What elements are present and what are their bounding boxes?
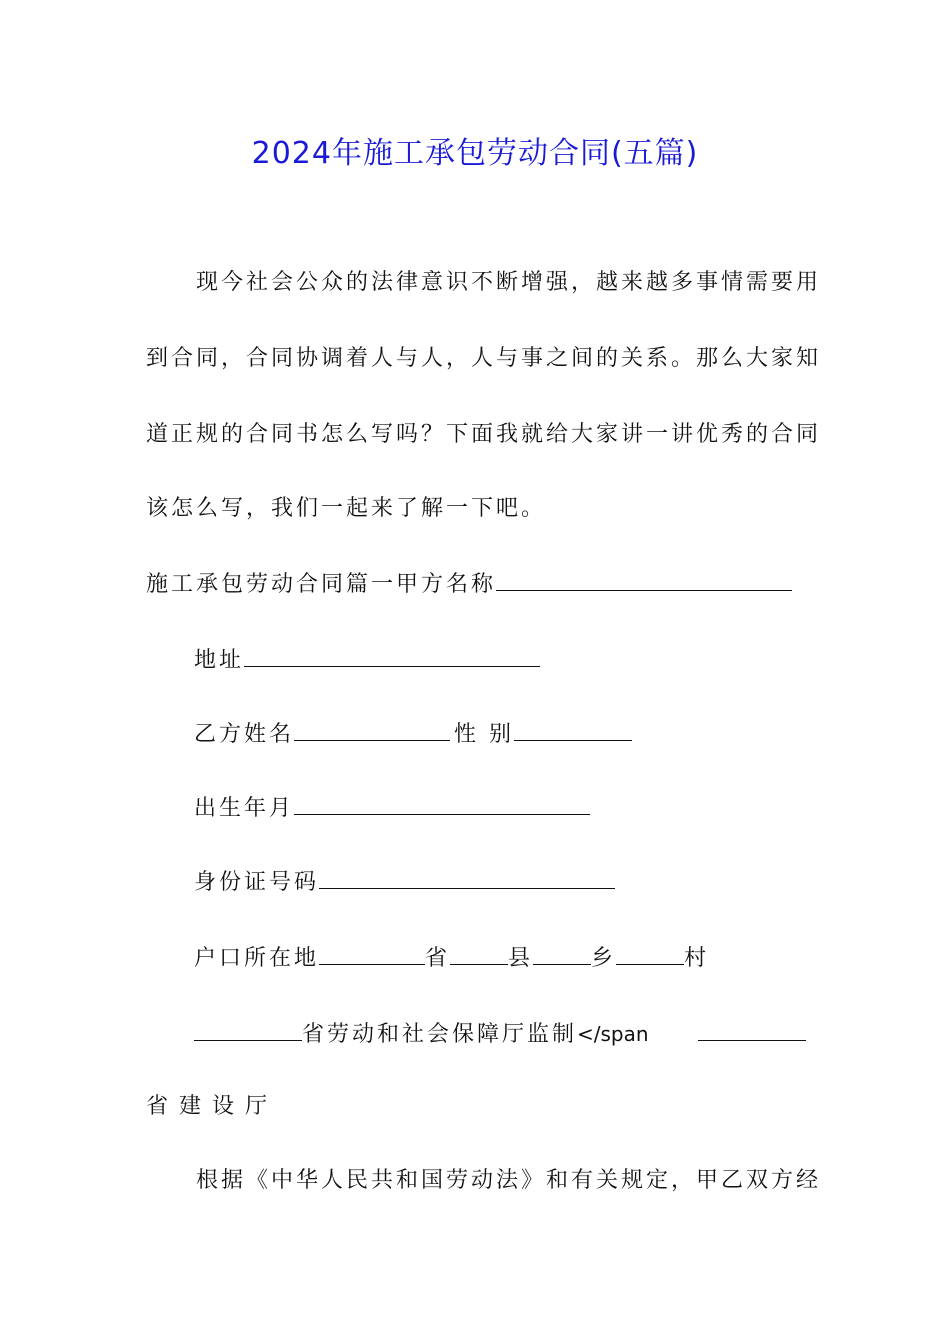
supervision-blank[interactable]: [194, 1018, 302, 1041]
party-b-name-label: 乙方姓名: [194, 722, 295, 747]
county-label: 县: [508, 946, 534, 971]
construction-blank[interactable]: [698, 1018, 806, 1041]
party-b-name-blank[interactable]: [294, 718, 450, 741]
construction-blank-row: [698, 1018, 806, 1050]
gender-blank[interactable]: [514, 718, 632, 741]
stray-tag-text: </span: [577, 1022, 649, 1046]
township-label: 乡: [591, 946, 617, 971]
province-label: 省: [425, 946, 451, 971]
address-row: [194, 644, 540, 676]
party-a-label: 施工承包劳动合同篇一甲方名称: [146, 572, 497, 597]
village-blank[interactable]: [616, 942, 684, 965]
township-blank[interactable]: [533, 942, 591, 965]
village-label: 村: [684, 946, 710, 971]
id-row: [194, 866, 615, 898]
body-line: 根据《中华人民共和国劳动法》和有关规定，甲乙双方经: [196, 1168, 822, 1193]
intro-line: 现今社会公众的法律意识不断增强，越来越多事情需要用: [196, 270, 822, 295]
address-label: 地址: [194, 648, 245, 673]
gender-label: 性 别: [454, 722, 515, 747]
birth-blank[interactable]: [294, 792, 590, 815]
party-b-row: [194, 718, 632, 750]
construction-dept: 省 建 设 厅: [146, 1094, 269, 1119]
supervision-text: 省劳动和社会保障厅监制: [302, 1022, 578, 1047]
id-label: 身份证号码: [194, 870, 320, 895]
hukou-label: 户口所在地: [194, 946, 320, 971]
supervision-row: [194, 1018, 649, 1050]
address-blank[interactable]: [244, 644, 540, 667]
id-blank[interactable]: [319, 866, 615, 889]
birth-row: [194, 792, 590, 824]
province-blank[interactable]: [319, 942, 425, 965]
party-a-row: [146, 568, 792, 600]
intro-line: 道正规的合同书怎么写吗？下面我就给大家讲一讲优秀的合同: [146, 422, 822, 447]
intro-line: 到合同，合同协调着人与人，人与事之间的关系。那么大家知: [146, 346, 822, 371]
document-title: 2024年施工承包劳动合同(五篇): [251, 136, 699, 171]
county-blank[interactable]: [450, 942, 508, 965]
birth-label: 出生年月: [194, 796, 295, 821]
party-a-blank[interactable]: [496, 568, 792, 591]
intro-line: 该怎么写，我们一起来了解一下吧。: [146, 496, 547, 521]
hukou-row: [194, 942, 709, 974]
